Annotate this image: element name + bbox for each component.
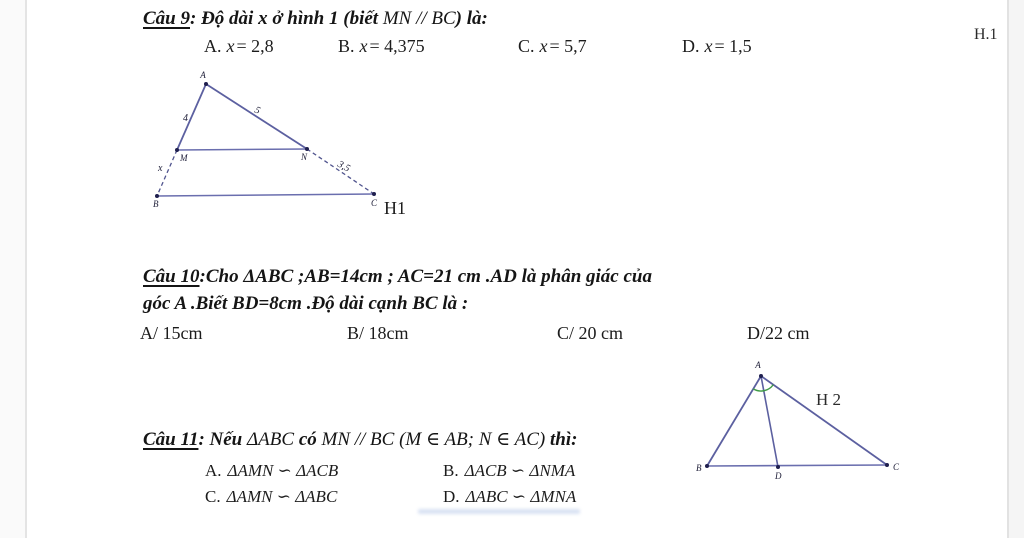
- q9-option-d: [682, 36, 752, 57]
- option-value: = 5,7: [549, 36, 587, 56]
- q10-option-d: D/22 cm: [747, 323, 810, 343]
- question-11-heading: [143, 428, 577, 451]
- question-10-heading-line2: góc A .Biết BD=8cm .Độ dài cạnh BC là :: [143, 293, 469, 314]
- point-C-label: C: [893, 462, 900, 472]
- segment-MN: [177, 149, 307, 150]
- point-C-dot: [885, 463, 889, 467]
- option-letter: C.: [518, 36, 535, 56]
- point-M-dot: [175, 148, 179, 152]
- question-9-math: MN // BC: [382, 8, 456, 29]
- question-9-text-post: ) là:: [455, 8, 488, 29]
- question-11-label: Câu 11: [143, 429, 199, 450]
- question-9-heading: [143, 8, 488, 30]
- question-9-text-pre: : Độ dài x ở hình 1 (biết: [190, 8, 383, 29]
- q11-option-b: [443, 461, 575, 481]
- option-variable: x: [704, 36, 713, 56]
- option-similarity-expression: ΔABC ∽ ΔMNA: [465, 487, 577, 506]
- question-10-heading-line1: [143, 266, 652, 288]
- point-A-label: A: [755, 360, 761, 370]
- point-B-label: B: [696, 463, 702, 473]
- page-margin-right: [1009, 0, 1024, 538]
- q10-option-b: B/ 18cm: [347, 323, 409, 343]
- question-11-text-post: thì:: [545, 429, 578, 450]
- side-NC-length-label: 3,5: [335, 158, 352, 175]
- segment-AM: [177, 84, 206, 150]
- option-letter: D.: [682, 36, 700, 56]
- option-letter: A.: [204, 36, 222, 56]
- option-variable: x: [226, 36, 235, 56]
- point-D-label: D: [775, 471, 782, 481]
- q11-option-a: [205, 461, 338, 481]
- side-MB-length-label: x: [158, 163, 163, 174]
- point-N-label: N: [301, 152, 308, 162]
- question-11-math-1: ΔABC: [247, 429, 295, 450]
- segment-AD-bisector: [761, 376, 778, 467]
- page-margin-left: [0, 0, 25, 538]
- option-value: = 2,8: [236, 36, 274, 56]
- question-9-label: Câu 9: [143, 8, 190, 29]
- figure-h1-caption: H1: [384, 198, 406, 218]
- option-letter: D.: [443, 487, 460, 506]
- option-value: = 4,375: [369, 36, 425, 56]
- segment-AB: [707, 376, 761, 466]
- q11-option-d: [443, 487, 576, 507]
- segment-BC: [707, 465, 887, 466]
- figure-1-page-tag: H.1: [974, 26, 998, 43]
- q9-option-c: [518, 36, 587, 57]
- side-AM-length-label: 4: [183, 113, 188, 124]
- q10-option-a: A/ 15cm: [140, 323, 203, 343]
- option-similarity-expression: ΔAMN ∽ ΔABC: [226, 487, 338, 506]
- point-D-dot: [776, 465, 780, 469]
- point-C-label: C: [371, 198, 378, 208]
- question-10-text: :Cho ΔABC ;AB=14cm ; AC=21 cm .AD là phân giác của: [199, 266, 652, 287]
- point-B-label: B: [153, 199, 159, 209]
- side-AN-length-label: 5: [252, 104, 262, 117]
- point-B-dot: [155, 194, 159, 198]
- segment-BC: [157, 194, 374, 196]
- option-letter: C.: [205, 487, 221, 506]
- option-variable: x: [359, 36, 368, 56]
- option-similarity-expression: ΔAMN ∽ ΔACB: [227, 461, 339, 480]
- point-A-dot: [759, 374, 763, 378]
- scan-artifact-smudge: [418, 509, 580, 514]
- page-border-left: [25, 0, 27, 538]
- point-C-dot: [372, 192, 376, 196]
- option-similarity-expression: ΔACB ∽ ΔNMA: [464, 461, 576, 480]
- segment-AN: [206, 84, 307, 149]
- question-10-label: Câu 10: [143, 266, 200, 287]
- option-value: = 1,5: [714, 36, 752, 56]
- figure-h2-triangle-diagram: [690, 352, 920, 487]
- q11-option-c: [205, 487, 337, 507]
- point-A-dot: [204, 82, 208, 86]
- option-letter: B.: [338, 36, 355, 56]
- figure-h1-triangle-diagram: [150, 60, 420, 225]
- q9-option-a: [204, 36, 274, 57]
- question-11-text-pre: : Nếu: [198, 429, 248, 450]
- point-N-dot: [305, 147, 309, 151]
- option-letter: B.: [443, 461, 459, 480]
- question-11-text-mid: có: [294, 429, 322, 450]
- point-M-label: M: [180, 153, 188, 163]
- question-11-math-2: MN // BC (M ∈ AB; N ∈ AC): [321, 429, 546, 450]
- option-letter: A.: [205, 461, 222, 480]
- point-A-label: A: [200, 70, 206, 80]
- q9-option-b: [338, 36, 425, 57]
- option-variable: x: [539, 36, 548, 56]
- segment-NC-dashed: [307, 149, 374, 194]
- q10-option-c: C/ 20 cm: [557, 323, 623, 343]
- figure-h2-caption: H 2: [816, 390, 842, 409]
- point-B-dot: [705, 464, 709, 468]
